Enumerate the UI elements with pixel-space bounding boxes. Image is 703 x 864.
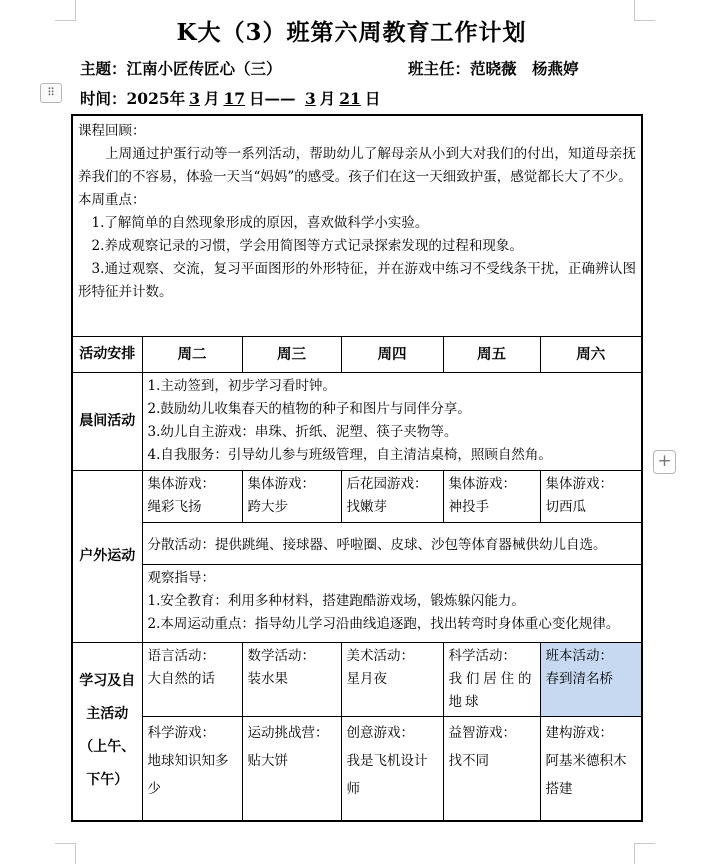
day-header: 周四 — [341, 337, 443, 373]
activity-name: 春到清名桥 — [545, 671, 613, 687]
time-line — [80, 87, 380, 109]
day-header: 周三 — [242, 337, 341, 373]
activity-name: 阿基米德积木搭建 — [545, 753, 627, 797]
game-type: 集体游戏： — [147, 476, 215, 492]
month-unit: 月 — [319, 89, 336, 108]
focus-item: 3.通过观察、交流，复习平面图形的外形特征，并在游戏中练习不受线条干扰，正确辨认图形特征并计数。 — [78, 261, 637, 300]
activity-name: 装水果 — [247, 671, 288, 687]
game-name: 找嫩芽 — [346, 499, 387, 515]
focus-item: 2.养成观察记录的习惯，学会用简图等方式记录探索发现的过程和现象。 — [91, 238, 523, 254]
study-activity-cell[interactable] — [142, 717, 242, 821]
day-header: 周五 — [443, 337, 540, 373]
activity-name: 地球知识知多少 — [147, 753, 229, 797]
study-label — [72, 643, 142, 821]
review-heading: 课程回顾： — [78, 123, 146, 139]
activity-name: 大自然的话 — [147, 671, 215, 687]
outdoor-game-cell[interactable] — [443, 471, 540, 523]
game-name: 跨大步 — [247, 499, 288, 515]
review-text: 上周通过护蛋行动等一系列活动，帮助幼儿了解母亲从小到大对我们的付出，知道母亲抚养我们的不容易，体验一天当“妈妈”的感受。孩子们在这一天细致护蛋，感觉都长大了不少。 — [78, 146, 637, 185]
game-name: 神投手 — [448, 499, 489, 515]
study-activity-cell[interactable] — [443, 643, 540, 717]
guide-item: 1.安全教育：利用多种材料，搭建跑酷游戏场，锻炼躲闪能力。 — [147, 593, 525, 609]
outdoor-game-cell[interactable] — [242, 471, 341, 523]
activity-type: 科学活动： — [448, 648, 516, 664]
activity-name: 我是飞机设计师 — [346, 753, 428, 797]
schedule-label: 活动安排 — [72, 337, 142, 373]
activity-type: 美术活动： — [346, 648, 414, 664]
study-activity-cell-selected[interactable] — [540, 643, 642, 717]
morning-item: 1.主动签到，初步学习看时钟。 — [147, 378, 336, 394]
activity-type: 创意游戏： — [346, 725, 414, 741]
activity-type: 益智游戏： — [448, 725, 516, 741]
activity-type: 班本活动： — [545, 648, 613, 664]
page-corner-mark — [55, 843, 76, 864]
day-header: 周六 — [540, 337, 642, 373]
study-label-line: （上午、 — [79, 739, 136, 756]
study-activity-cell[interactable] — [142, 643, 242, 717]
activity-name: 找不同 — [448, 753, 489, 769]
game-type: 集体游戏： — [545, 476, 613, 492]
course-review-cell[interactable] — [72, 115, 642, 337]
start-month: 3 — [189, 89, 200, 108]
activity-type: 运动挑战营： — [247, 725, 329, 741]
scatter-activity-cell[interactable]: 分散活动：提供跳绳、接球器、呼啦圈、皮球、沙包等体育器械供幼儿自选。 — [142, 523, 642, 565]
focus-heading: 本周重点： — [78, 192, 146, 208]
document-title: K大（3）班第六周教育工作计划 — [176, 19, 527, 46]
morning-item: 4.自我服务：引导幼儿参与班级管理，自主清洁桌椅，照顾自然角。 — [147, 447, 552, 463]
outdoor-game-cell[interactable] — [142, 471, 242, 523]
table-move-handle-icon[interactable]: ⠿ — [40, 83, 62, 103]
end-month: 3 — [304, 89, 316, 108]
page-corner-mark — [634, 843, 655, 864]
activity-type: 语言活动： — [147, 648, 215, 664]
activity-name: 星月夜 — [346, 671, 387, 687]
end-day: 21 — [339, 89, 361, 108]
activity-type: 建构游戏： — [545, 725, 613, 741]
theme-line: 主题：江南小匠传匠心（三） — [80, 59, 282, 78]
study-label-line: 下午） — [86, 772, 129, 789]
game-type: 集体游戏： — [448, 476, 516, 492]
game-name: 切西瓜 — [545, 499, 586, 515]
morning-item: 3.幼儿自主游戏：串珠、折纸、泥塑、筷子夹物等。 — [147, 424, 458, 440]
activity-type: 科学游戏： — [147, 725, 215, 741]
weekly-plan-table — [71, 114, 643, 822]
focus-item: 1.了解简单的自然现象形成的原因，喜欢做科学小实验。 — [91, 215, 429, 231]
morning-item: 2.鼓励幼儿收集春天的植物的种子和图片与同伴分享。 — [147, 401, 471, 417]
teacher-line: 班主任：范晓薇 杨燕婷 — [408, 59, 579, 78]
outdoor-game-cell[interactable] — [341, 471, 443, 523]
outdoor-game-cell[interactable] — [540, 471, 642, 523]
study-activity-cell[interactable] — [242, 717, 341, 821]
study-label-line: 学习及自 — [79, 673, 136, 690]
guide-item: 2.本周运动重点：指导幼儿学习沿曲线追逐跑，找出转弯时身体重心变化规律。 — [147, 616, 620, 632]
day-unit: 日 — [364, 89, 381, 108]
day-header: 周二 — [142, 337, 242, 373]
observation-guide-cell[interactable] — [142, 565, 642, 643]
date-separator: 日—— — [249, 89, 301, 108]
study-activity-cell[interactable] — [540, 717, 642, 821]
study-activity-cell[interactable] — [341, 717, 443, 821]
guide-heading: 观察指导： — [147, 570, 215, 586]
activity-name: 我们居住的地球 — [448, 671, 535, 710]
outdoor-label: 户外运动 — [72, 471, 142, 643]
activity-type: 数学活动： — [247, 648, 315, 664]
plus-icon[interactable]: + — [653, 450, 676, 474]
game-name: 绳彩飞扬 — [147, 499, 202, 515]
morning-activities-cell[interactable] — [142, 373, 642, 471]
start-day: 17 — [223, 89, 246, 108]
morning-label: 晨间活动 — [72, 373, 142, 471]
activity-name: 贴大饼 — [247, 753, 288, 769]
game-type: 集体游戏： — [247, 476, 315, 492]
time-label: 时间：2025年 — [80, 89, 186, 108]
game-type: 后花园游戏： — [346, 476, 428, 492]
study-activity-cell[interactable] — [242, 643, 341, 717]
study-label-line: 主活动 — [86, 706, 129, 723]
month-unit: 月 — [203, 89, 220, 108]
study-activity-cell[interactable] — [341, 643, 443, 717]
study-activity-cell[interactable] — [443, 717, 540, 821]
